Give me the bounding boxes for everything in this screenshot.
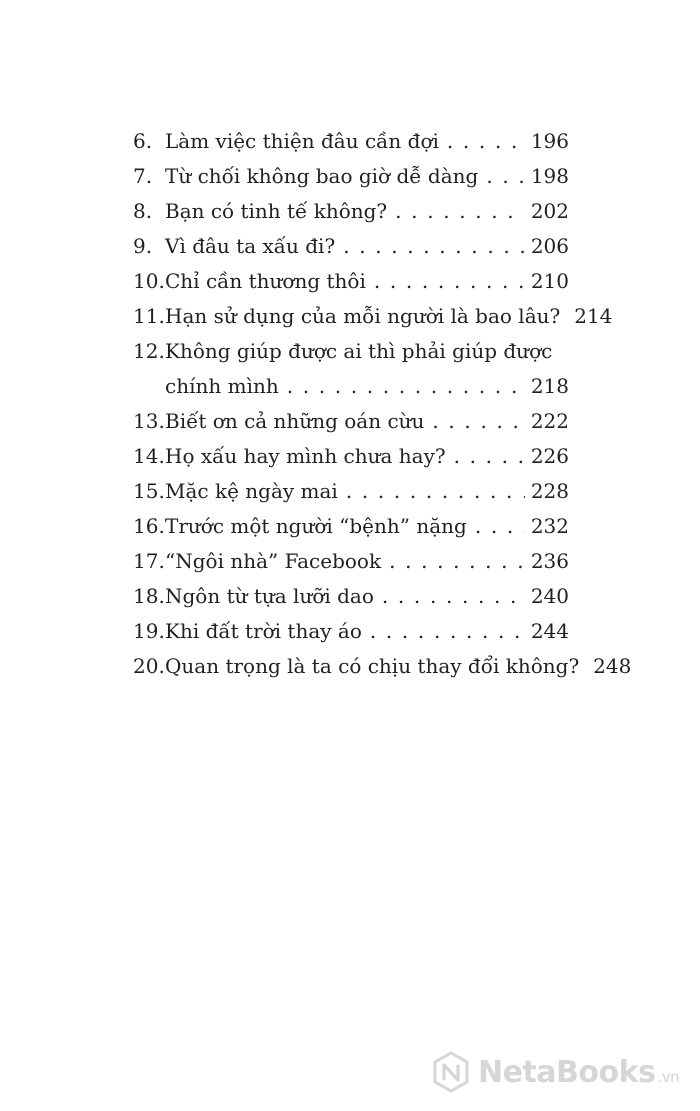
toc-entry-page-number: 196 [530, 129, 569, 153]
toc-entry-page-number: 210 [530, 269, 569, 293]
toc-entry [133, 544, 569, 579]
toc-dot-leader [560, 299, 568, 334]
toc-entry-line [133, 404, 569, 439]
toc-entry-page-number: 228 [530, 479, 569, 503]
toc-entry-title: Bạn có tinh tế không? [165, 199, 388, 223]
toc-entry [133, 229, 569, 264]
toc-entry-title: Chỉ cần thương thôi [165, 269, 366, 293]
toc-entry-title: Vì đâu ta xấu đi? [165, 234, 336, 258]
toc-entry-page-number: 240 [530, 584, 569, 608]
watermark-suffix: .vn [657, 1067, 680, 1086]
toc-entry-page-number: 218 [530, 374, 569, 398]
toc-entry [133, 439, 569, 474]
toc-dot-leader [478, 159, 524, 194]
toc-dot-leader [374, 579, 525, 614]
toc-entry-line [133, 544, 569, 579]
toc-entry-title: Quan trọng là ta có chịu thay đổi không? [165, 654, 580, 678]
toc-entry [133, 579, 569, 614]
toc-entry [133, 649, 632, 684]
toc-entry-line [133, 369, 569, 404]
toc-entry-number: 10. [133, 269, 165, 293]
toc-entry [133, 614, 569, 649]
toc-entry-line [133, 124, 569, 159]
toc-entry-title: Mặc kệ ngày mai [165, 479, 338, 503]
toc-entry-number: 8. [133, 199, 153, 223]
toc-entry-line [133, 299, 613, 334]
toc-entry-title: Ngôn từ tựa lưỡi dao [165, 584, 374, 608]
toc-entry [133, 264, 569, 299]
toc-entry-number: 11. [133, 304, 165, 328]
toc-dot-leader [387, 194, 525, 229]
toc-entry [133, 194, 569, 229]
netabooks-watermark [432, 1050, 679, 1094]
toc-dot-leader [279, 369, 525, 404]
toc-entry-number: 15. [133, 479, 165, 503]
toc-dot-leader [335, 229, 525, 264]
toc-entry-title: Họ xấu hay mình chưa hay? [165, 444, 446, 468]
toc-entry-line [133, 229, 569, 264]
toc-entry [133, 159, 569, 194]
toc-entry-number: 9. [133, 234, 153, 258]
toc-entry-line [133, 579, 569, 614]
toc-entry-page-number: 244 [530, 619, 569, 643]
toc-entry-line [133, 474, 569, 509]
toc-entry-page-number: 222 [530, 409, 569, 433]
toc-entry-number: 17. [133, 549, 165, 573]
toc-dot-leader [439, 124, 525, 159]
toc-entry-number: 7. [133, 164, 153, 188]
toc-entry-page-number: 232 [530, 514, 569, 538]
toc-entry-number: 12. [133, 339, 165, 363]
toc-entry [133, 509, 569, 544]
toc-entry-page-number: 206 [530, 234, 569, 258]
toc-entry [133, 334, 569, 404]
toc-entry-number: 6. [133, 129, 153, 153]
toc-entry [133, 124, 569, 159]
toc-entry-title: Trước một người “bệnh” nặng [165, 514, 467, 538]
toc-entry-line [133, 649, 632, 684]
toc-entry-page-number: 214 [574, 304, 613, 328]
toc-dot-leader [362, 614, 525, 649]
toc-entry-page-number: 236 [530, 549, 569, 573]
toc-entry-page-number: 202 [530, 199, 569, 223]
toc-entry-title: Khi đất trời thay áo [165, 619, 362, 643]
netabooks-logo-icon [432, 1051, 470, 1093]
toc-entry-page-number: 198 [530, 164, 569, 188]
toc-dot-leader [338, 474, 525, 509]
toc-dot-leader [366, 264, 525, 299]
toc-entry-number: 18. [133, 584, 165, 608]
toc-entry [133, 474, 569, 509]
toc-dot-leader [424, 404, 524, 439]
toc-entry-page-number: 248 [593, 654, 632, 678]
toc-entry-number: 19. [133, 619, 165, 643]
toc-dot-leader [579, 649, 587, 684]
toc-entry-page-number: 226 [530, 444, 569, 468]
toc-entry-line [133, 439, 569, 474]
watermark-brand: NetaBooks .vn [478, 1054, 680, 1090]
toc-entry-line [133, 334, 569, 369]
toc-entry-number: 13. [133, 409, 165, 433]
toc-entry-title: “Ngôi nhà” Facebook [165, 549, 382, 573]
toc-entry-line [133, 159, 569, 194]
toc-dot-leader [467, 509, 525, 544]
toc-dot-leader [381, 544, 525, 579]
toc-entry-number: 14. [133, 444, 165, 468]
toc-entry [133, 299, 613, 334]
toc-entry-line [133, 509, 569, 544]
table-of-contents [133, 124, 632, 684]
toc-entry-title: Làm việc thiện đâu cần đợi [165, 129, 439, 153]
toc-dot-leader [446, 439, 525, 474]
toc-entry-line [133, 614, 569, 649]
toc-entry-title: Không giúp được ai thì phải giúp được [165, 339, 553, 363]
toc-entry-title: chính mình [165, 374, 279, 398]
toc-entry-line [133, 264, 569, 299]
toc-entry [133, 404, 569, 439]
toc-entry-title: Từ chối không bao giờ dễ dàng [165, 164, 479, 188]
toc-entry-title: Hạn sử dụng của mỗi người là bao lâu? [165, 304, 561, 328]
toc-entry-title: Biết ơn cả những oán cừu [165, 409, 425, 433]
toc-entry-number: 20. [133, 654, 165, 678]
toc-entry-line [133, 194, 569, 229]
toc-entry-number: 16. [133, 514, 165, 538]
